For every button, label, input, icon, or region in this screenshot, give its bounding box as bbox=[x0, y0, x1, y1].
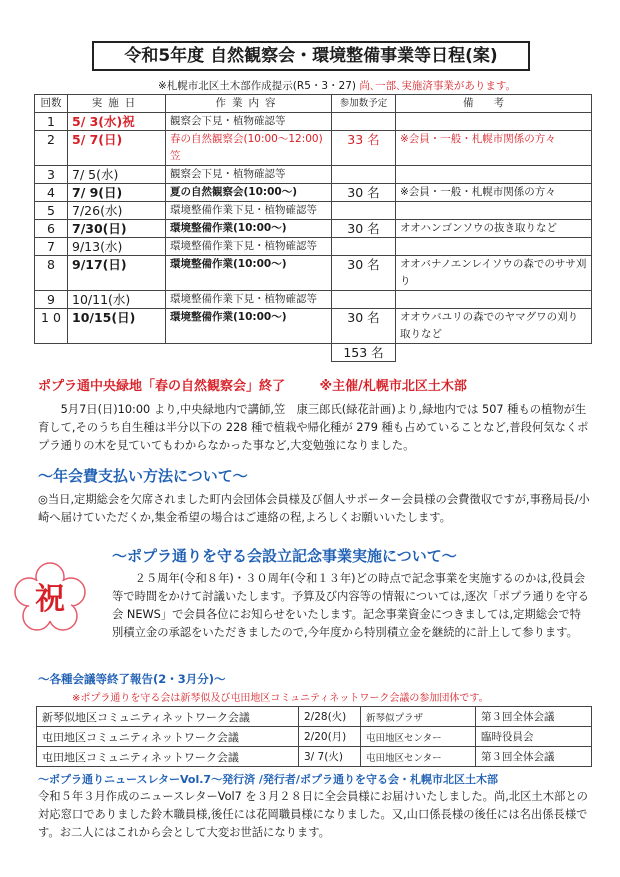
schedule-row bbox=[35, 220, 592, 238]
schedule-row bbox=[35, 238, 592, 256]
schedule-cell-note: オオハンゴンソウの抜き取りなど bbox=[396, 220, 592, 238]
meeting-place: 屯田地区センター bbox=[361, 727, 476, 747]
schedule-cell-content: 観察会下見・植物確認等 bbox=[166, 113, 332, 131]
section4-heading: ～各種会議等終了報告(2・3月分)～ bbox=[38, 672, 226, 686]
schedule-cell-no: 1 bbox=[35, 113, 68, 131]
schedule-row bbox=[35, 131, 592, 166]
schedule-table bbox=[34, 94, 592, 362]
schedule-cell-no: 9 bbox=[35, 291, 68, 309]
schedule-cell-content: 春の自然観察会(10:00～12:00)笠 bbox=[166, 131, 332, 166]
schedule-cell-date: 10/15(日) bbox=[68, 309, 166, 344]
schedule-cell-count: 30 名 bbox=[332, 309, 396, 344]
schedule-blank bbox=[35, 344, 68, 362]
schedule-cell-no: 8 bbox=[35, 256, 68, 291]
schedule-cell-no: 6 bbox=[35, 220, 68, 238]
schedule-cell-note: オオバナノエンレイソウの森でのササ刈り bbox=[396, 256, 592, 291]
schedule-cell-count: 30 名 bbox=[332, 184, 396, 202]
schedule-cell-note bbox=[396, 291, 592, 309]
schedule-total-row bbox=[35, 344, 592, 362]
header-note: 備考 bbox=[396, 95, 592, 113]
schedule-cell-count bbox=[332, 202, 396, 220]
header-no: 回数 bbox=[35, 95, 68, 113]
section2-heading: ～年会費支払い方法について～ bbox=[38, 467, 248, 485]
meeting-name: 屯田地区コミュニティネットワーク会議 bbox=[37, 727, 299, 747]
meeting-table bbox=[36, 706, 592, 767]
source-note-red: 尚､一部､実施済事業があります。 bbox=[359, 80, 517, 92]
schedule-cell-date: 5/ 7(日) bbox=[68, 131, 166, 166]
source-note-text: ※札幌市北区土木部作成提示(R5・3・27) bbox=[158, 80, 357, 92]
schedule-cell-count: 30 名 bbox=[332, 256, 396, 291]
section1-organizer: ※主催/札幌市北区土木部 bbox=[319, 379, 467, 394]
schedule-cell-date: 10/11(水) bbox=[68, 291, 166, 309]
schedule-cell-no: 4 bbox=[35, 184, 68, 202]
schedule-cell-note bbox=[396, 202, 592, 220]
schedule-cell-no: 2 bbox=[35, 131, 68, 166]
schedule-cell-date: 7/ 5(水) bbox=[68, 166, 166, 184]
schedule-cell-no: 5 bbox=[35, 202, 68, 220]
schedule-total: 153 名 bbox=[332, 344, 396, 362]
schedule-cell-note: オオウバユリの森でのヤマグワの刈り取りなど bbox=[396, 309, 592, 344]
meeting-row bbox=[37, 727, 592, 747]
schedule-cell-content: 環境整備作業下見・植物確認等 bbox=[166, 202, 332, 220]
schedule-cell-date: 7/ 9(日) bbox=[68, 184, 166, 202]
badge-text: 祝 bbox=[35, 582, 65, 617]
schedule-cell-count bbox=[332, 113, 396, 131]
section3-heading: ～ポプラ通りを守る会設立記念事業実施について～ bbox=[112, 547, 457, 565]
section5-body: 令和５年３月作成のニュースレターVol7 を３月２８日に全会員様にお届けいたしました。尚,北区土木部との対応窓口でありました鈴木職員様,後任には花岡職員様になりました。又,山口係長様の後任には名出係長様です。お二人にはこれから会として大変お世話になります。 bbox=[38, 790, 588, 839]
schedule-cell-note bbox=[396, 238, 592, 256]
schedule-cell-date: 7/30(日) bbox=[68, 220, 166, 238]
schedule-cell-note bbox=[396, 113, 592, 131]
source-note bbox=[158, 78, 516, 93]
header-content: 作業内容 bbox=[166, 95, 332, 113]
section2-body: ◎当日,定期総会を欠席されました町内会団体会員様及び個人サポーター会員様の会費徴収ですが,事務局長/小崎へ届けていただくか,集金希望の場合はご連絡の程,よろしくお願いいたします。 bbox=[38, 493, 590, 524]
meeting-place: 屯田地区センター bbox=[361, 747, 476, 767]
schedule-row bbox=[35, 202, 592, 220]
section1-title: ポプラ通中央緑地「春の自然観察会」終了 bbox=[38, 379, 286, 394]
section4-note: ※ポプラ通りを守る会は新琴似及び屯田地区コミュニティネットワーク会議の参加団体です。 bbox=[72, 693, 489, 704]
schedule-cell-count bbox=[332, 291, 396, 309]
meeting-name: 新琴似地区コミュニティネットワーク会議 bbox=[37, 707, 299, 727]
schedule-cell-no: 7 bbox=[35, 238, 68, 256]
schedule-cell-date: 7/26(水) bbox=[68, 202, 166, 220]
header-date: 実施日 bbox=[68, 95, 166, 113]
schedule-cell-note: ※会員・一般・札幌市関係の方々 bbox=[396, 184, 592, 202]
schedule-cell-content: 環境整備作業下見・植物確認等 bbox=[166, 291, 332, 309]
meeting-date: 2/20(月) bbox=[299, 727, 361, 747]
meeting-row bbox=[37, 747, 592, 767]
schedule-cell-note: ※会員・一般・札幌市関係の方々 bbox=[396, 131, 592, 166]
schedule-cell-content: 環境整備作業下見・植物確認等 bbox=[166, 238, 332, 256]
meeting-row bbox=[37, 707, 592, 727]
page-title: 令和5年度 自然観察会・環境整備事業等日程(案) bbox=[92, 41, 530, 71]
schedule-cell-content: 環境整備作業(10:00～) bbox=[166, 309, 332, 344]
schedule-row bbox=[35, 184, 592, 202]
schedule-cell-no: 1 0 bbox=[35, 309, 68, 344]
schedule-cell-content: 夏の自然観察会(10:00～) bbox=[166, 184, 332, 202]
schedule-row bbox=[35, 291, 592, 309]
schedule-cell-date: 9/13(水) bbox=[68, 238, 166, 256]
schedule-cell-content: 環境整備作業(10:00～) bbox=[166, 256, 332, 291]
schedule-cell-note bbox=[396, 166, 592, 184]
schedule-cell-content: 環境整備作業(10:00～) bbox=[166, 220, 332, 238]
section5-heading: ～ポプラ通りニュースレターVol.7～発行済 /発行者/ポプラ通りを守る会・札幌市北区土木部 bbox=[38, 773, 498, 786]
meeting-date: 2/28(火) bbox=[299, 707, 361, 727]
meeting-event: 第３回全体会議 bbox=[476, 707, 592, 727]
meeting-name: 屯田地区コミュニティネットワーク会議 bbox=[37, 747, 299, 767]
header-count: 参加数予定 bbox=[332, 95, 396, 113]
schedule-blank bbox=[68, 344, 166, 362]
schedule-cell-count bbox=[332, 238, 396, 256]
schedule-cell-count: 30 名 bbox=[332, 220, 396, 238]
schedule-cell-no: 3 bbox=[35, 166, 68, 184]
section1-heading bbox=[38, 375, 467, 394]
meeting-event: 第３回全体会議 bbox=[476, 747, 592, 767]
schedule-cell-count bbox=[332, 166, 396, 184]
schedule-row bbox=[35, 256, 592, 291]
schedule-row bbox=[35, 113, 592, 131]
celebration-badge bbox=[14, 562, 86, 634]
schedule-row bbox=[35, 166, 592, 184]
schedule-cell-content: 観察会下見・植物確認等 bbox=[166, 166, 332, 184]
schedule-cell-date: 5/ 3(水)祝 bbox=[68, 113, 166, 131]
schedule-cell-count: 33 名 bbox=[332, 131, 396, 166]
section1-body: 5月7日(日)10:00 より,中央緑地内で講師,笠 康三郎氏(緑花計画)より,緑地内では 507 種もの植物が生育して,そのうち自生種は半分以下の 228 種で植栽や帰化種が 279 種も占めていることなど,普段何気なくポプラ通りの木を見ていてもわからなかった事など,大変勉強になりました。 bbox=[38, 403, 589, 452]
meeting-date: 3/ 7(火) bbox=[299, 747, 361, 767]
schedule-row bbox=[35, 309, 592, 344]
meeting-place: 新琴似プラザ bbox=[361, 707, 476, 727]
schedule-blank bbox=[166, 344, 332, 362]
schedule-blank bbox=[396, 344, 592, 362]
section3-body: ２５周年(令和８年)・３０周年(令和１３年)どの時点で記念事業を実施するのかは,役員会等で時間をかけて討議いたします。予算及び内容等の情報については,逐次「ポプラ通りを守る会 NEWS」で会員各位にお知らせをいたします。記念事業資金につきましては,定期総会で特別積立金の承認をいただきましたので,今年度から特別積立金を継続的に計上して参ります。 bbox=[112, 572, 589, 639]
schedule-cell-date: 9/17(日) bbox=[68, 256, 166, 291]
meeting-event: 臨時役員会 bbox=[476, 727, 592, 747]
schedule-header-row bbox=[35, 95, 592, 113]
